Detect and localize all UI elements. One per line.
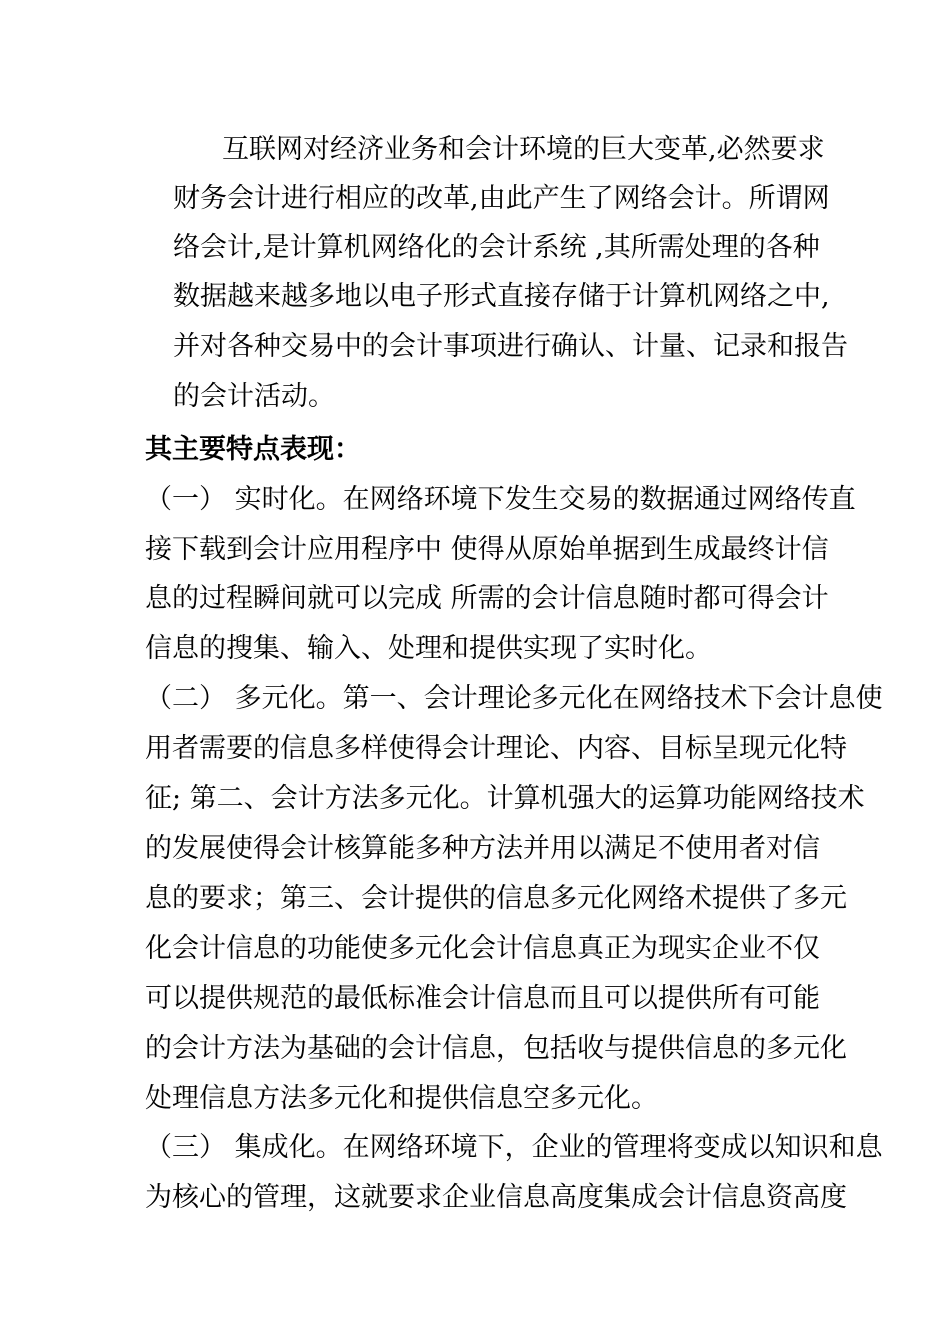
feature2-line: 的发展使得会计核算能多种方法并用以满足不使用者对信 [145,833,820,864]
feature1-line: 息的过程瞬间就可以完成 所需的会计信息随时都可得会计 [145,583,829,614]
intro-line: 并对各种交易中的会计事项进行确认、计量、记录和报告 [173,331,848,362]
intro-line: 的会计活动。 [173,381,335,412]
feature2-line: （二） 多元化。第一、会计理论多元化在网络技术下会计息使 [145,683,883,714]
feature3-line: 为核心的管理，这就要求企业信息高度集成会计信息资高度 [145,1182,847,1213]
intro-line: 络会计,是计算机网络化的会计系统 ,其所需处理的各种 [173,232,820,263]
feature1-line: 信息的搜集、输入、处理和提供实现了实时化。 [145,633,712,664]
intro-line: 数据越来越多地以电子形式直接存储于计算机网络之中, [173,281,830,312]
feature2-line: 征; 第二、会计方法多元化。计算机强大的运算功能网络技术 [145,783,865,814]
feature2-line: 用者需要的信息多样使得会计理论、内容、目标呈现元化特 [145,733,847,764]
feature2-line: 处理信息方法多元化和提供信息空多元化。 [145,1083,658,1114]
intro-line: 互联网对经济业务和会计环境的巨大变革,必然要求 [222,134,825,165]
feature2-line: 的会计方法为基础的会计信息，包括收与提供信息的多元化 [145,1033,847,1064]
feature2-line: 息的要求；第三、会计提供的信息多元化网络术提供了多元 [145,883,847,914]
features-heading: 其主要特点表现： [145,434,361,465]
feature2-line: 化会计信息的功能使多元化会计信息真正为现实企业不仅 [145,933,820,964]
intro-line: 财务会计进行相应的改革,由此产生了网络会计。所谓网 [173,183,830,214]
feature1-line: 接下载到会计应用程序中 使得从原始单据到生成最终计信 [145,534,829,565]
feature3-line: （三） 集成化。在网络环境下，企业的管理将变成以知识和息 [145,1132,883,1163]
feature2-line: 可以提供规范的最低标准会计信息而且可以提供所有可能 [145,983,820,1014]
feature1-line: （一） 实时化。在网络环境下发生交易的数据通过网络传直 [145,484,856,515]
